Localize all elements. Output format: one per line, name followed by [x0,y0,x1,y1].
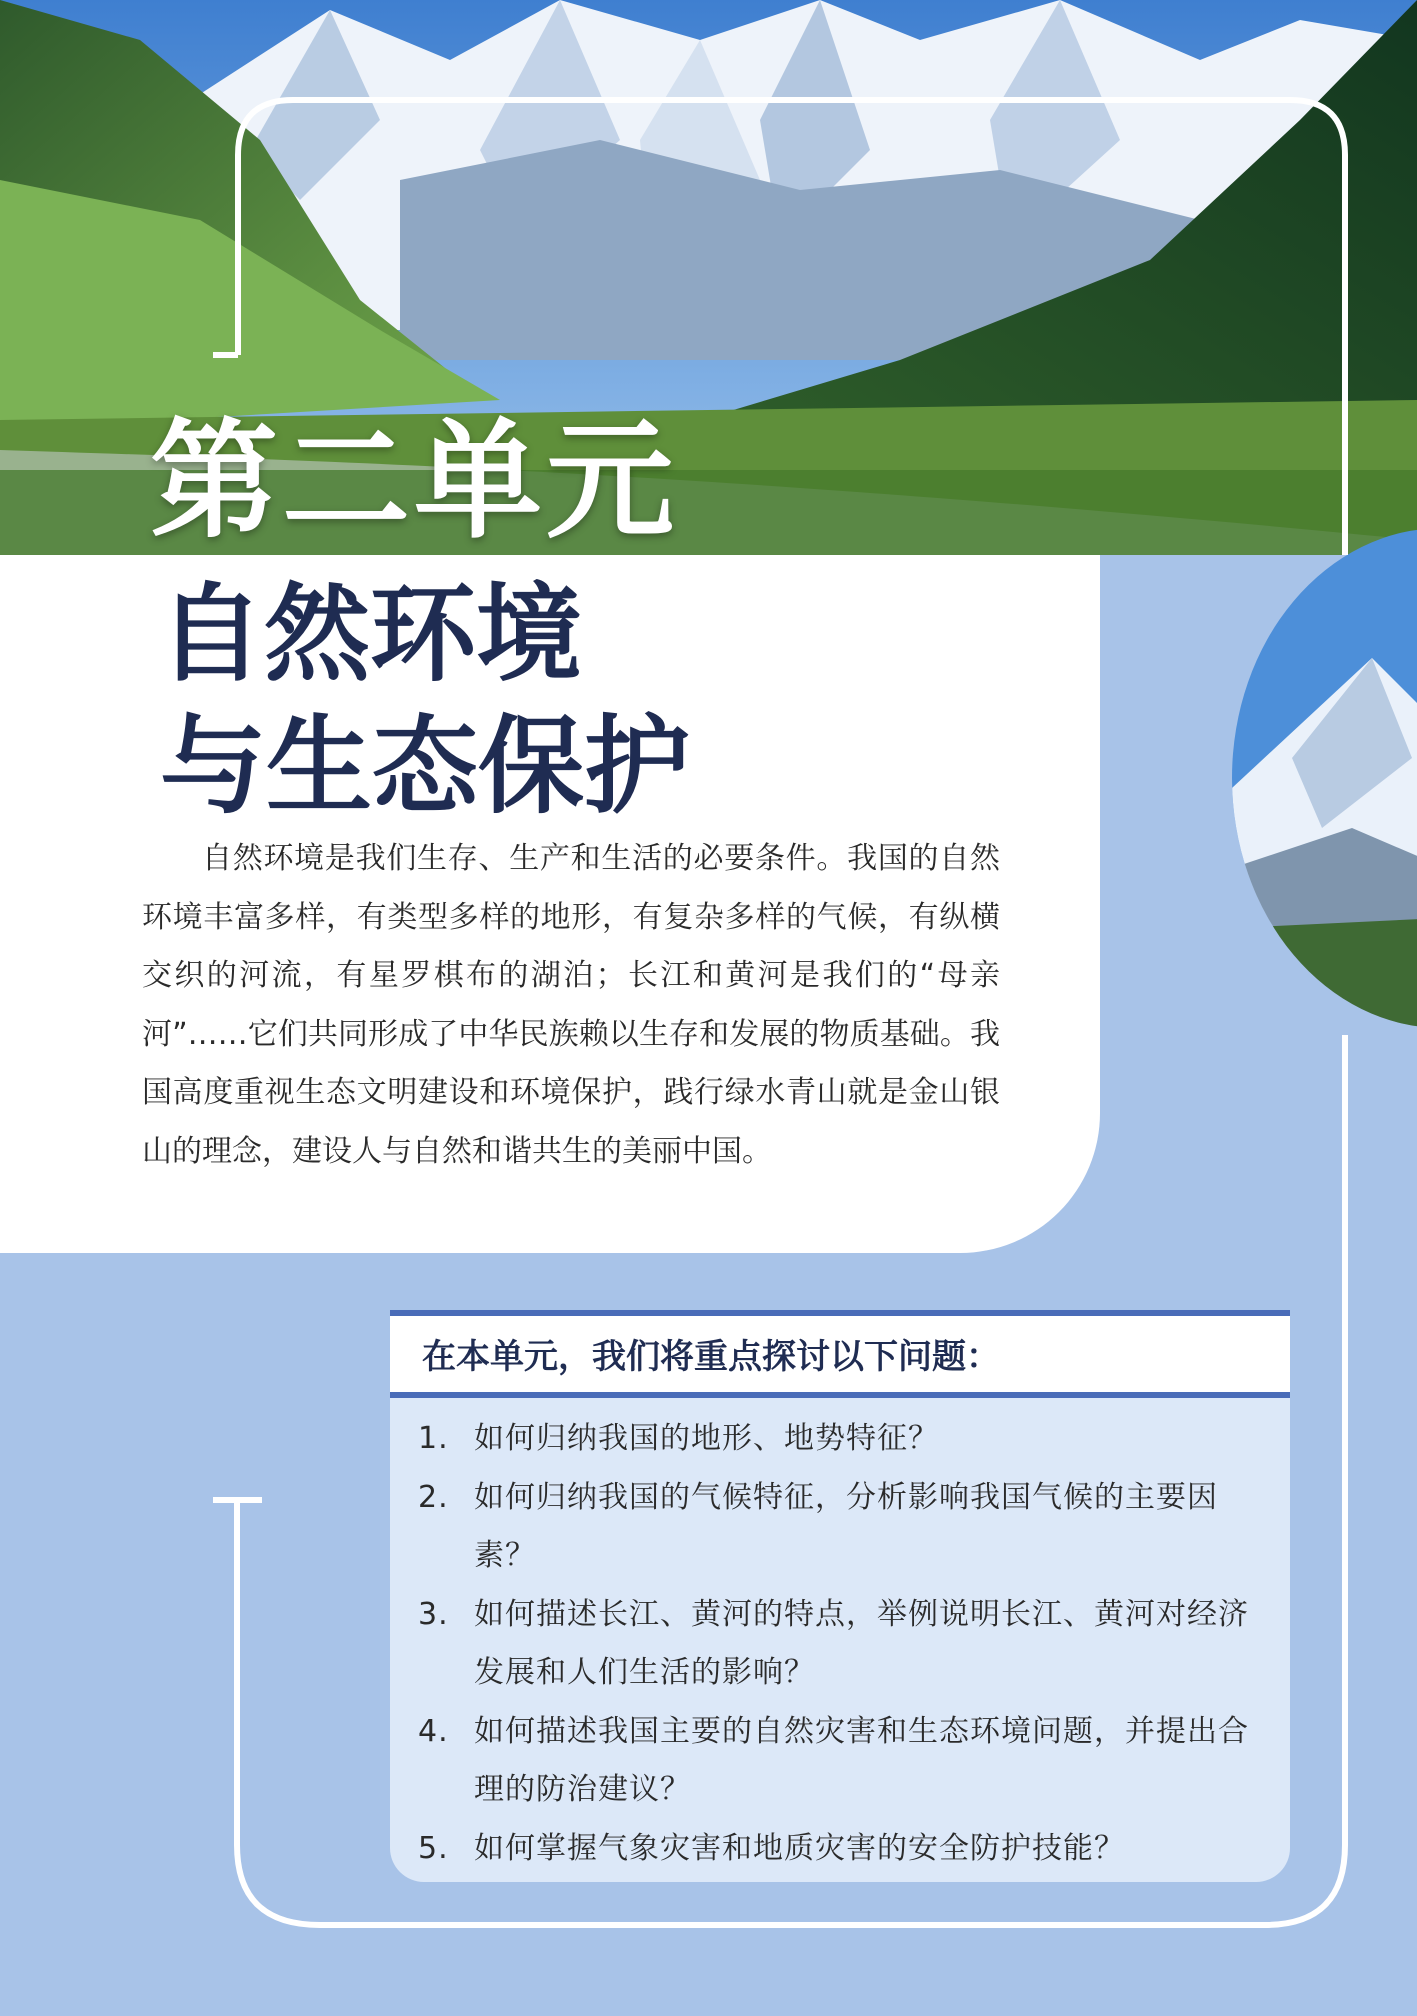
intro-paragraph: 自然环境是我们生存、生产和生活的必要条件。我国的自然环境丰富多样，有类型多样的地形，有复杂多样的气候，有纵横交织的河流，有星罗棋布的湖泊；长江和黄河是我们的“母亲河”……它们共同形成了中华民族赖以生存和发展的物质基础。我国高度重视生态文明建设和环境保护，践行绿水青山就是金山银山的理念，建设人与自然和谐共生的美丽中国。 [142,841,1000,1169]
main-title-line-2: 与生态保护 [160,703,690,828]
main-title-line-1: 自然环境 [158,571,582,696]
questions-header [390,1310,1290,1398]
question-number: 3. [418,1596,449,1632]
question-number: 2. [418,1479,449,1515]
question-number: 5. [418,1830,449,1866]
unit-title: 第二单元 [150,406,679,556]
question-text: 如何归纳我国的地形、地势特征？ [474,1421,939,1456]
question-text: 如何归纳我国的气候特征，分析影响我国气候的主要因素？ [474,1479,1218,1573]
question-text: 如何描述我国主要的自然灾害和生态环境问题，并提出合理的防治建议？ [474,1713,1249,1807]
question-number: 1. [418,1421,449,1456]
question-item [418,1469,1278,1586]
question-item [418,1820,1278,1879]
question-text: 如何描述长江、黄河的特点，举例说明长江、黄河对经济发展和人们生活的影响？ [474,1596,1249,1690]
main-title [158,568,690,832]
question-text: 如何掌握气象灾害和地质灾害的安全防护技能？ [474,1830,1125,1866]
questions-list [418,1410,1278,1878]
questions-heading: 在本单元，我们将重点探讨以下问题： [422,1337,1000,1377]
question-item [418,1586,1278,1703]
question-number: 4. [418,1713,449,1749]
question-item [418,1410,1278,1469]
questions-box [390,1310,1290,1882]
mountain-circle-photo [1232,528,1417,1028]
question-item [418,1703,1278,1820]
